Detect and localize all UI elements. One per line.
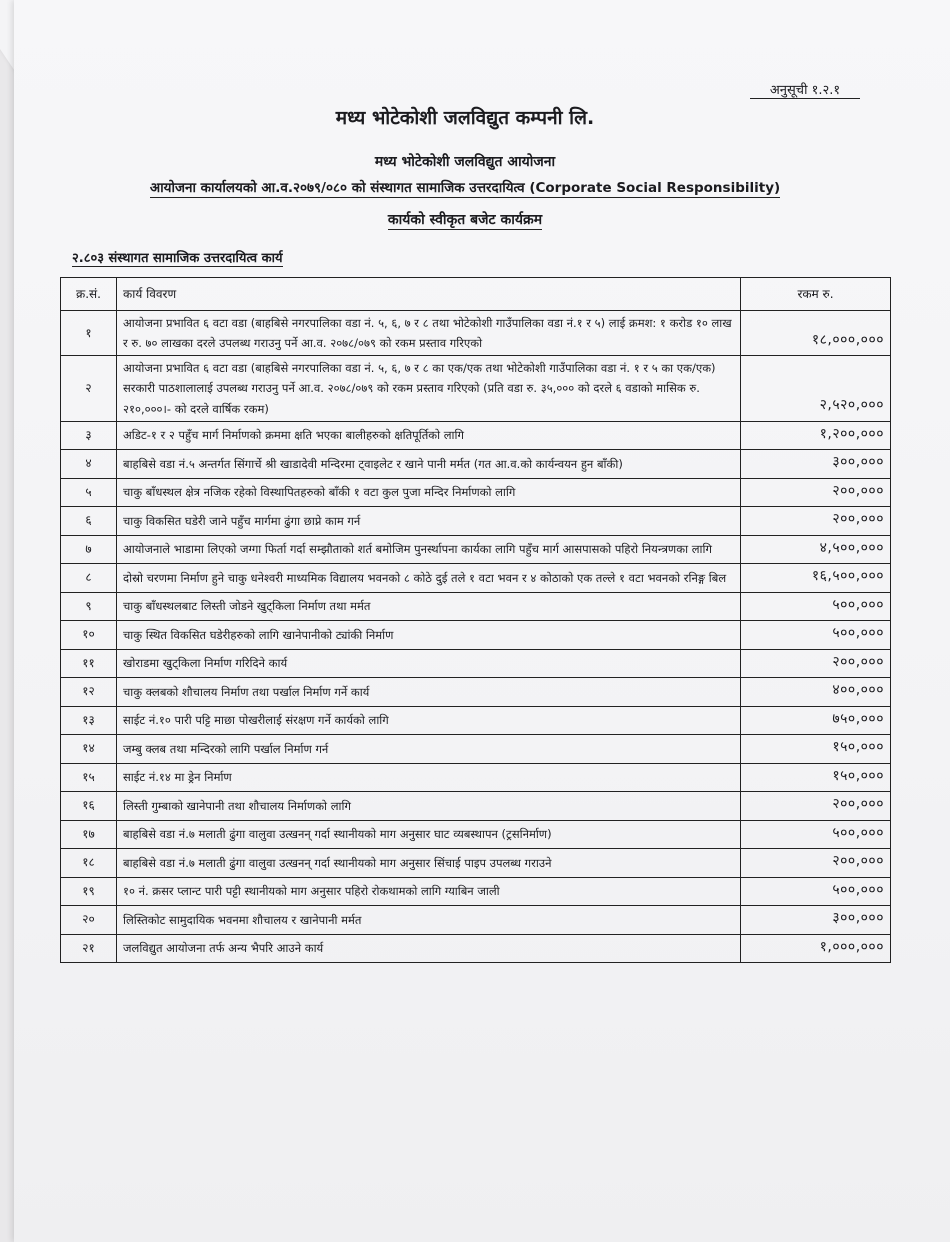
row-serial-number: २० bbox=[61, 906, 117, 935]
row-work-description: १० नं. क्रसर प्लान्ट पारी पट्टी स्थानीयको माग अनुसार पहिरो रोकथामको लागि ग्याबिन जाली bbox=[117, 877, 741, 906]
row-serial-number: १४ bbox=[61, 735, 117, 764]
row-amount: ५००,००० bbox=[741, 877, 891, 906]
row-work-description: आयोजनाले भाडामा लिएको जग्गा फिर्ता गर्दा सम्झौताको शर्त बमोजिम पुनर्स्थापना कार्यका लागि पहुँच मार्ग आसपासको पहिरो नियन्त्रणका लागि bbox=[117, 535, 741, 564]
row-serial-number: १५ bbox=[61, 763, 117, 792]
row-amount: २००,००० bbox=[741, 507, 891, 536]
row-work-description: लिस्ती गुम्बाको खानेपानी तथा शौचालय निर्माणको लागि bbox=[117, 792, 741, 821]
header-serial-number: क्र.सं. bbox=[61, 278, 117, 311]
table-row bbox=[61, 820, 891, 849]
row-amount: २००,००० bbox=[741, 649, 891, 678]
row-amount: १,०००,००० bbox=[741, 934, 891, 963]
row-amount: ४००,००० bbox=[741, 678, 891, 707]
row-amount: १५०,००० bbox=[741, 763, 891, 792]
row-work-description: आयोजना प्रभावित ६ वटा वडा (बाहबिसे नगरपालिका वडा नं. ५, ६, ७ र ८ का एक/एक तथा भोटेकोशी गाउँपालिका वडा नं. १ र ५ का एक/एक) सरकारी पाठशालालाई उपलब्ध गराउनु पर्ने आ.व. २०७८/०७९ को रकम प्रस्ताव गरिएको (प्रति वडा रु. ३५,००० को दरले ६ वडाको मासिक रु. २१०,०००।- को दरले वार्षिक रकम) bbox=[117, 356, 741, 421]
row-amount: ३००,००० bbox=[741, 450, 891, 479]
row-amount: ३००,००० bbox=[741, 906, 891, 935]
table-row bbox=[61, 735, 891, 764]
row-serial-number: १९ bbox=[61, 877, 117, 906]
row-amount: १६,५००,००० bbox=[741, 564, 891, 593]
row-work-description: बाहबिसे वडा नं.७ मलाती ढुंगा वालुवा उत्खनन् गर्दा स्थानीयको माग अनुसार घाट व्यबस्थापन (ट्रसनिर्माण) bbox=[117, 820, 741, 849]
table-row bbox=[61, 450, 891, 479]
table-row bbox=[61, 849, 891, 878]
row-serial-number: १२ bbox=[61, 678, 117, 707]
row-serial-number: ९ bbox=[61, 592, 117, 621]
row-work-description: लिस्तिकोट सामुदायिक भवनमा शौचालय र खानेपानी मर्मत bbox=[117, 906, 741, 935]
row-amount: ४,५००,००० bbox=[741, 535, 891, 564]
row-serial-number: ४ bbox=[61, 450, 117, 479]
row-serial-number: १७ bbox=[61, 820, 117, 849]
row-work-description: दोस्रो चरणमा निर्माण हुने चाकु धनेश्वरी माध्यमिक विद्यालय भवनको ८ कोठे दुई तले १ वटा भवन र ४ कोठाको एक तल्ले १ वटा भवनको रनिङ्ग बिल bbox=[117, 564, 741, 593]
row-work-description: चाकु क्लबको शौचालय निर्माण तथा पर्खाल निर्माण गर्ने कार्य bbox=[117, 678, 741, 707]
header-work-description: कार्य विवरण bbox=[117, 278, 741, 311]
row-amount: २००,००० bbox=[741, 849, 891, 878]
row-work-description: चाकु बाँधस्थल क्षेत्र नजिक रहेको विस्थापितहरुको बाँकी १ वटा कुल पुजा मन्दिर निर्माणको लागि bbox=[117, 478, 741, 507]
row-serial-number: ८ bbox=[61, 564, 117, 593]
header-amount: रकम रु. bbox=[741, 278, 891, 311]
table-row bbox=[61, 792, 891, 821]
section-heading bbox=[72, 248, 283, 266]
row-serial-number: ७ bbox=[61, 535, 117, 564]
document-subtitle bbox=[70, 178, 860, 196]
table-row bbox=[61, 934, 891, 963]
document-subtitle-text: आयोजना कार्यालयको आ.व.२०७९/०८० को संस्थागत सामाजिक उत्तरदायित्व (Corporate Social Responsibility) bbox=[149, 180, 781, 196]
table-row bbox=[61, 763, 891, 792]
row-amount: १५०,००० bbox=[741, 735, 891, 764]
row-amount: ५००,००० bbox=[741, 621, 891, 650]
budget-title bbox=[300, 210, 630, 229]
row-work-description: चाकु विकसित घडेरी जाने पहुँच मार्गमा ढुंगा छाप्ने काम गर्न bbox=[117, 507, 741, 536]
company-name: मध्य भोटेकोशी जलविद्युत कम्पनी लि. bbox=[335, 107, 595, 129]
project-name: मध्य भोटेकोशी जलविद्युत आयोजना bbox=[374, 154, 556, 170]
row-work-description: जलविद्युत आयोजना तर्फ अन्य भैपरि आउने कार्य bbox=[117, 934, 741, 963]
row-work-description: बाहबिसे वडा नं.५ अन्तर्गत सिंगार्चे श्री खाडादेवी मन्दिरमा ट्वाइलेट र खाने पानी मर्मत (गत आ.व.को कार्यन्वयन हुन बाँकी) bbox=[117, 450, 741, 479]
table-row bbox=[61, 592, 891, 621]
table-header-row bbox=[61, 278, 891, 311]
table-row bbox=[61, 535, 891, 564]
row-serial-number: १३ bbox=[61, 706, 117, 735]
table-row bbox=[61, 478, 891, 507]
row-serial-number: १६ bbox=[61, 792, 117, 821]
row-amount: ५००,००० bbox=[741, 820, 891, 849]
table-row bbox=[61, 621, 891, 650]
table-row bbox=[61, 356, 891, 421]
row-serial-number: ५ bbox=[61, 478, 117, 507]
row-serial-number: २१ bbox=[61, 934, 117, 963]
row-amount: २००,००० bbox=[741, 792, 891, 821]
row-work-description: अडिट-१ र २ पहुँच मार्ग निर्माणको क्रममा क्षति भएका बालीहरुको क्षतिपूर्तिको लागि bbox=[117, 421, 741, 450]
table-row bbox=[61, 564, 891, 593]
row-serial-number: ६ bbox=[61, 507, 117, 536]
table-row bbox=[61, 311, 891, 356]
table-row bbox=[61, 906, 891, 935]
row-serial-number: २ bbox=[61, 356, 117, 421]
row-work-description: बाहबिसे वडा नं.७ मलाती ढुंगा वालुवा उत्खनन् गर्दा स्थानीयको माग अनुसार सिंचाई पाइप उपलब्ध गराउने bbox=[117, 849, 741, 878]
row-work-description: साईट नं.१४ मा ड्रेन निर्माण bbox=[117, 763, 741, 792]
table-row bbox=[61, 507, 891, 536]
annex-number: अनुसूची १.२.१ bbox=[750, 80, 860, 99]
section-heading-text: २.८०३ संस्थागत सामाजिक उत्तरदायित्व कार्य bbox=[72, 251, 283, 266]
row-amount: १,२००,००० bbox=[741, 421, 891, 450]
csr-budget-table bbox=[60, 277, 891, 963]
row-work-description: आयोजना प्रभावित ६ वटा वडा (बाहबिसे नगरपालिका वडा नं. ५, ६, ७ र ८ तथा भोटेकोशी गाउँपालिका वडा नं.१ र ५) लाई क्रमश: १ करोड १० लाख र रु. ७० लाखका दरले उपलब्ध गराउनु पर्ने आ.व. २०७८/०७९ को रकम प्रस्ताव गरिएको bbox=[117, 311, 741, 356]
row-amount: २००,००० bbox=[741, 478, 891, 507]
row-work-description: चाकु बाँधस्थलबाट लिस्ती जोडने खुट्किला निर्माण तथा मर्मत bbox=[117, 592, 741, 621]
budget-title-text: कार्यको स्वीकृत बजेट कार्यक्रम bbox=[387, 212, 543, 228]
table-row bbox=[61, 877, 891, 906]
row-serial-number: १० bbox=[61, 621, 117, 650]
row-work-description: खोराडमा खुट्किला निर्माण गरिदिने कार्य bbox=[117, 649, 741, 678]
table-row bbox=[61, 706, 891, 735]
row-serial-number: ३ bbox=[61, 421, 117, 450]
row-work-description: साईट नं.१० पारी पट्टि माछा पोखरीलाई संरक्षण गर्ने कार्यको लागि bbox=[117, 706, 741, 735]
row-serial-number: १८ bbox=[61, 849, 117, 878]
table-row bbox=[61, 678, 891, 707]
table-row bbox=[61, 649, 891, 678]
row-amount: ५००,००० bbox=[741, 592, 891, 621]
row-serial-number: ११ bbox=[61, 649, 117, 678]
row-work-description: जम्बु क्लब तथा मन्दिरको लागि पर्खाल निर्माण गर्न bbox=[117, 735, 741, 764]
row-amount: २,५२०,००० bbox=[741, 356, 891, 421]
row-amount: १८,०००,००० bbox=[741, 311, 891, 356]
row-amount: ७५०,००० bbox=[741, 706, 891, 735]
row-work-description: चाकु स्थित विकसित घडेरीहरुको लागि खानेपानीको ट्यांकी निर्माण bbox=[117, 621, 741, 650]
table-row bbox=[61, 421, 891, 450]
row-serial-number: १ bbox=[61, 311, 117, 356]
